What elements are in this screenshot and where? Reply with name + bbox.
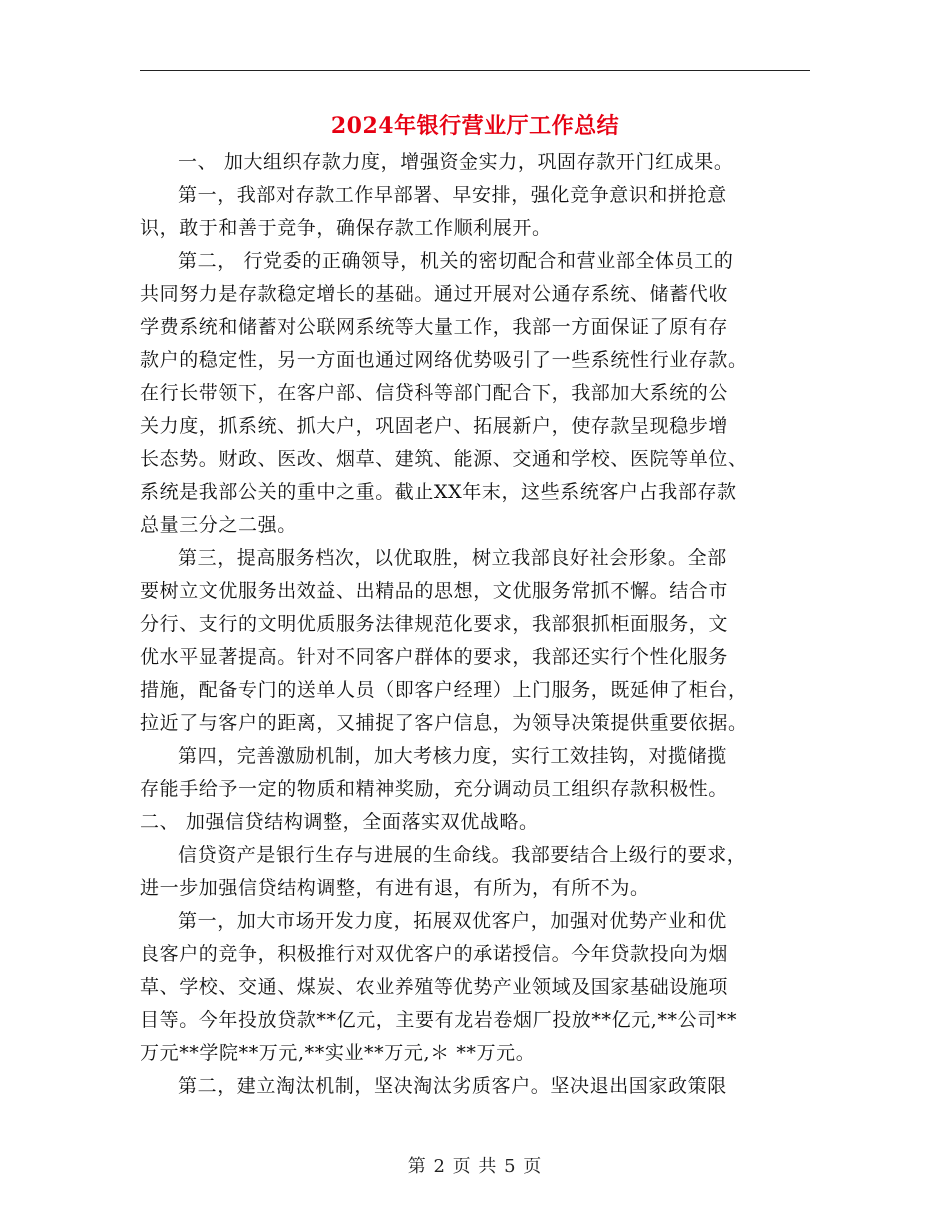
text-line: 第一，我部对存款工作早部署、早安排，强化竞争意识和拼抢意 [178,184,727,206]
text-line: 进一步加强信贷结构调整，有进有退，有所为，有所不为。 [140,877,650,899]
text-line: 在行长带领下，在客户部、信贷科等部门配合下，我部加大系统的公 [140,382,729,404]
section-heading-2: 二、 加强信贷结构调整，全面落实双优战略。 [140,811,539,833]
text-line: 分行、支行的文明优质服务法律规范化要求，我部狠抓柜面服务，文 [140,613,729,635]
section-heading-1: 一、 加大组织存款力度，增强资金实力，巩固存款开门红成果。 [178,151,734,173]
text-line: 关力度，抓系统、抓大户，巩固老户、拓展新户，使存款呈现稳步增 [140,415,729,437]
document-body [140,146,808,1103]
text-line: 共同努力是存款稳定增长的基础。通过开展对公通存系统、储蓄代收 [140,283,729,305]
paragraph-1 [140,179,808,245]
text-line: 第四，完善激励机制，加大考核力度，实行工效挂钩，对揽储揽 [178,745,727,767]
text-line: 存能手给予一定的物质和精神奖励，充分调动员工组织存款积极性。 [140,778,729,800]
text-line: 第三，提高服务档次，以优取胜，树立我部良好社会形象。全部 [178,547,727,569]
text-line: 长态势。财政、医改、烟草、建筑、能源、交通和学校、医院等单位、 [140,448,748,470]
text-line: 识，敢于和善于竞争，确保存款工作顺利展开。 [140,217,552,239]
page-number-footer: 第 2 页 共 5 页 [407,1156,543,1177]
text-line: 系统是我部公关的重中之重。截止XX年末，这些系统客户占我部存款 [140,481,737,503]
text-line: 总量三分之二强。 [140,514,297,536]
text-line: 学费系统和储蓄对公联网系统等大量工作，我部一方面保证了原有存 [140,316,729,338]
paragraph-6 [140,905,808,1070]
text-line: 草、学校、交通、煤炭、农业养殖等优势产业领域及国家基础设施项 [140,976,729,998]
paragraph-3 [140,542,808,740]
paragraph-2 [140,245,808,542]
text-line: 第一，加大市场开发力度，拓展双优客户，加强对优势产业和优 [178,910,727,932]
text-line: 良客户的竞争，积极推行对双优客户的承诺授信。今年贷款投向为烟 [140,943,729,965]
text-line: 万元**学院**万元,**实业**万元,＊ **万元。 [140,1042,536,1064]
text-line: 款户的稳定性，另一方面也通过网络优势吸引了一些系统性行业存款。 [140,349,748,371]
text-line: 要树立文优服务出效益、出精品的思想，文优服务常抓不懈。结合市 [140,580,729,602]
text-line: 目等。今年投放贷款**亿元，主要有龙岩卷烟厂投放**亿元,**公司** [140,1009,738,1031]
text-line: 措施，配备专门的送单人员（即客户经理）上门服务，既延伸了柜台， [140,679,748,701]
text-line: 拉近了与客户的距离，又捕捉了客户信息，为领导决策提供重要依据。 [140,712,748,734]
document-title: 2024年银行营业厅工作总结 [330,113,620,139]
text-line: 第二，建立淘汰机制，坚决淘汰劣质客户。坚决退出国家政策限 [178,1075,727,1097]
text-line: 优水平显著提高。针对不同客户群体的要求，我部还实行个性化服务 [140,646,729,668]
paragraph-7 [140,1070,808,1103]
header-rule [140,70,810,71]
text-line: 第二， 行党委的正确领导，机关的密切配合和营业部全体员工的 [178,250,734,272]
paragraph-5 [140,839,808,905]
text-line: 信贷资产是银行生存与进展的生命线。我部要结合上级行的要求， [178,844,747,866]
paragraph-4 [140,740,808,806]
